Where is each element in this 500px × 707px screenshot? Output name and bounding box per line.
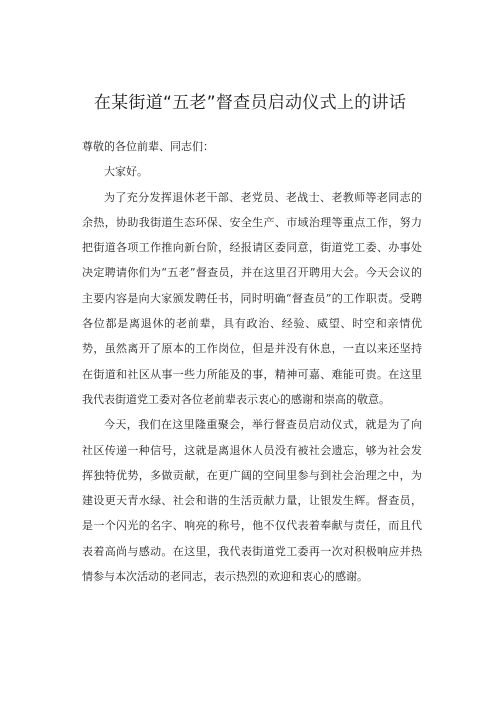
salutation: 尊敬的各位前辈、同志们： [82, 140, 214, 153]
document-body [82, 134, 422, 589]
greeting: 大家好。 [104, 165, 148, 179]
document-title: 在某街道“五老”督查员启动仪式上的讲话 [93, 93, 407, 113]
body-paragraph: 为了充分发挥退休老干部、老党员、老战士、老教师等老同志的余热，协助我街道生态环保、安全生产、市域治理等重点工作，努力把街道各项工作推向新台阶，经报请区委同意，街道党工委、办事处决定聘请你们为“五老”督查员，并在这里召开聘用大会。今天会议的主要内容是向大家颁发聘任书，同时明确“督查员”的工作职责。受聘各位都是离退休的老前辈，具有政治、经验、威望、时空和亲情优势，虽然离开了原本的工作岗位，但是并没有休息，一直以来还坚持在街道和社区从事一些力所能及的事，精神可嘉、难能可贵。在这里我代表街道党工委对各位老前辈表示衷心的感谢和崇高的敬意。 [82, 190, 422, 406]
body-paragraph: 今天，我们在这里隆重聚会，举行督查员启动仪式，就是为了向社区传递一种信号，这就是离退休人员没有被社会遗忘，够为社会发挥独特优势，多做贡献，在更广阔的空间里参与到社会治理之中，为建设更天青水绿、社会和谐的生活贡献力量，让银发生辉。督查员，是一个闪光的名字、响亮的称号，他不仅代表着奉献与责任，而且代表着高尚与感动。在这里，我代表街道党工委再一次对积极响应并热情参与本次活动的老同志，表示热烈的欢迎和衷心的感谢。 [82, 418, 422, 584]
